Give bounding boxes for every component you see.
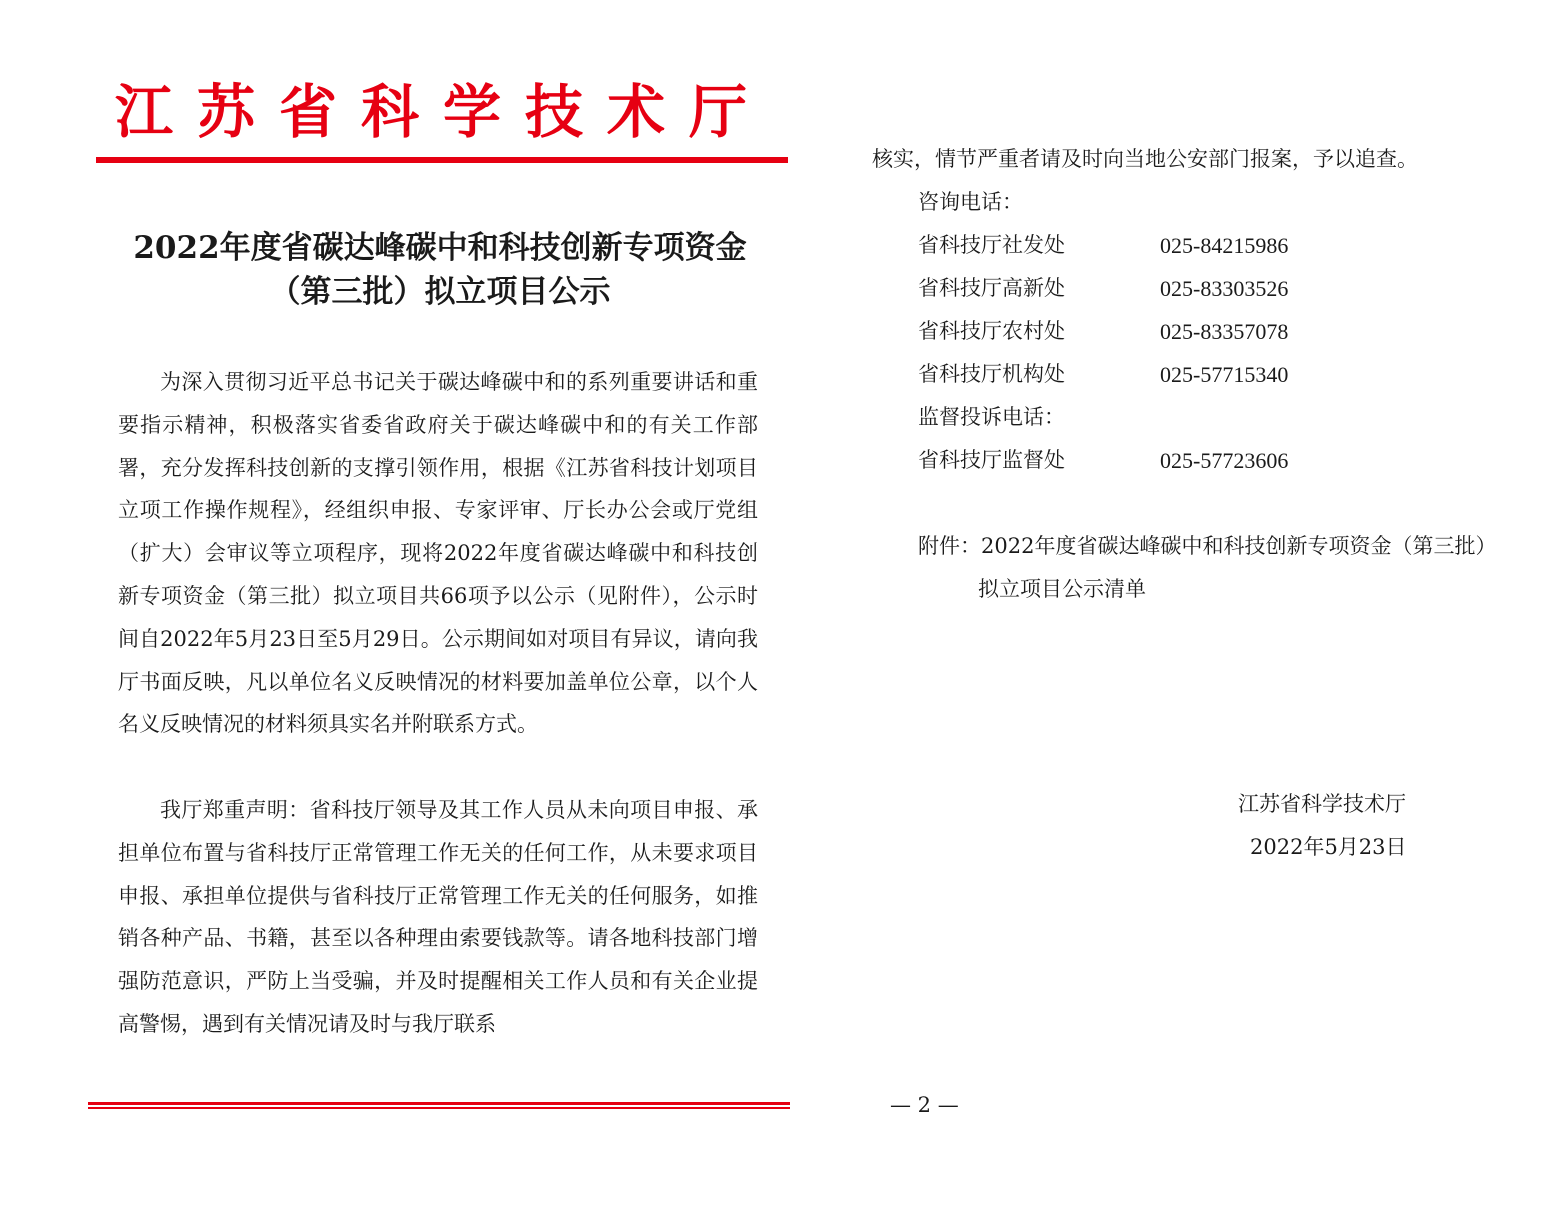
attachment-line-1: 附件：2022年度省碳达峰碳中和科技创新专项资金（第三批） <box>918 534 1497 558</box>
footer-red-rule-thin <box>88 1107 790 1109</box>
contact-phone-supervision: 025-57723606 <box>1160 448 1289 473</box>
document-title-line-2: （第三批）拟立项目公示 <box>269 274 611 310</box>
footer-red-rule <box>88 1102 790 1105</box>
contact-phone-institution: 025-57715340 <box>1160 362 1289 387</box>
letterhead-org-name: 江苏省科学技术厅 <box>114 78 771 146</box>
document-title-line-1: 2022年度省碳达峰碳中和科技创新专项资金 <box>133 230 747 266</box>
contact-dept-supervision: 省科技厅监督处 <box>918 448 1065 472</box>
contact-dept-institution: 省科技厅机构处 <box>918 362 1065 386</box>
signature-date: 2022年5月23日 <box>1250 835 1407 859</box>
consult-phone-label: 咨询电话： <box>918 190 1023 214</box>
attachment-line-2: 拟立项目公示清单 <box>978 577 1146 601</box>
letterhead-red-rule <box>96 157 788 163</box>
body-paragraph-2-continued: 核实，情节严重者请及时向当地公安部门报案，予以追查。 <box>872 147 1418 171</box>
page-number: — 2 — <box>890 1093 959 1117</box>
contact-dept-rural: 省科技厅农村处 <box>918 319 1065 343</box>
contact-phone-social: 025-84215986 <box>1160 233 1289 258</box>
signature-org: 江苏省科学技术厅 <box>1238 792 1406 816</box>
body-paragraph-2: 我厅郑重声明：省科技厅领导及其工作人员从未向项目申报、承担单位布置与省科技厅正常管理工作无关的任何工作，从未要求项目申报、承担单位提供与省科技厅正常管理工作无关的任何服务，如推销各种产品、书籍，甚至以各种理由索要钱款等。请各地科技部门增强防范意识，严防上当受骗，并及时提醒相关工作人员和有关企业提高警惕，遇到有关情况请及时与我厅联系 <box>118 798 758 1036</box>
contact-dept-social: 省科技厅社发处 <box>918 233 1065 257</box>
contact-dept-hightech: 省科技厅高新处 <box>918 276 1065 300</box>
contact-phone-rural: 025-83357078 <box>1160 319 1289 344</box>
contact-phone-hightech: 025-83303526 <box>1160 276 1289 301</box>
complaint-phone-label: 监督投诉电话： <box>918 405 1065 429</box>
body-paragraph-1: 为深入贯彻习近平总书记关于碳达峰碳中和的系列重要讲话和重要指示精神，积极落实省委省政府关于碳达峰碳中和的有关工作部署，充分发挥科技创新的支撑引领作用，根据《江苏省科技计划项目立项工作操作规程》，经组织申报、专家评审、厅长办公会或厅党组（扩大）会审议等立项程序，现将2022年度省碳达峰碳中和科技创新专项资金（第三批）拟立项目共66项予以公示（见附件），公示时间自2022年5月23日至5月29日。公示期间如对项目有异议，请向我厅书面反映，凡以单位名义反映情况的材料要加盖单位公章，以个人名义反映情况的材料须具实名并附联系方式。 <box>118 370 758 737</box>
